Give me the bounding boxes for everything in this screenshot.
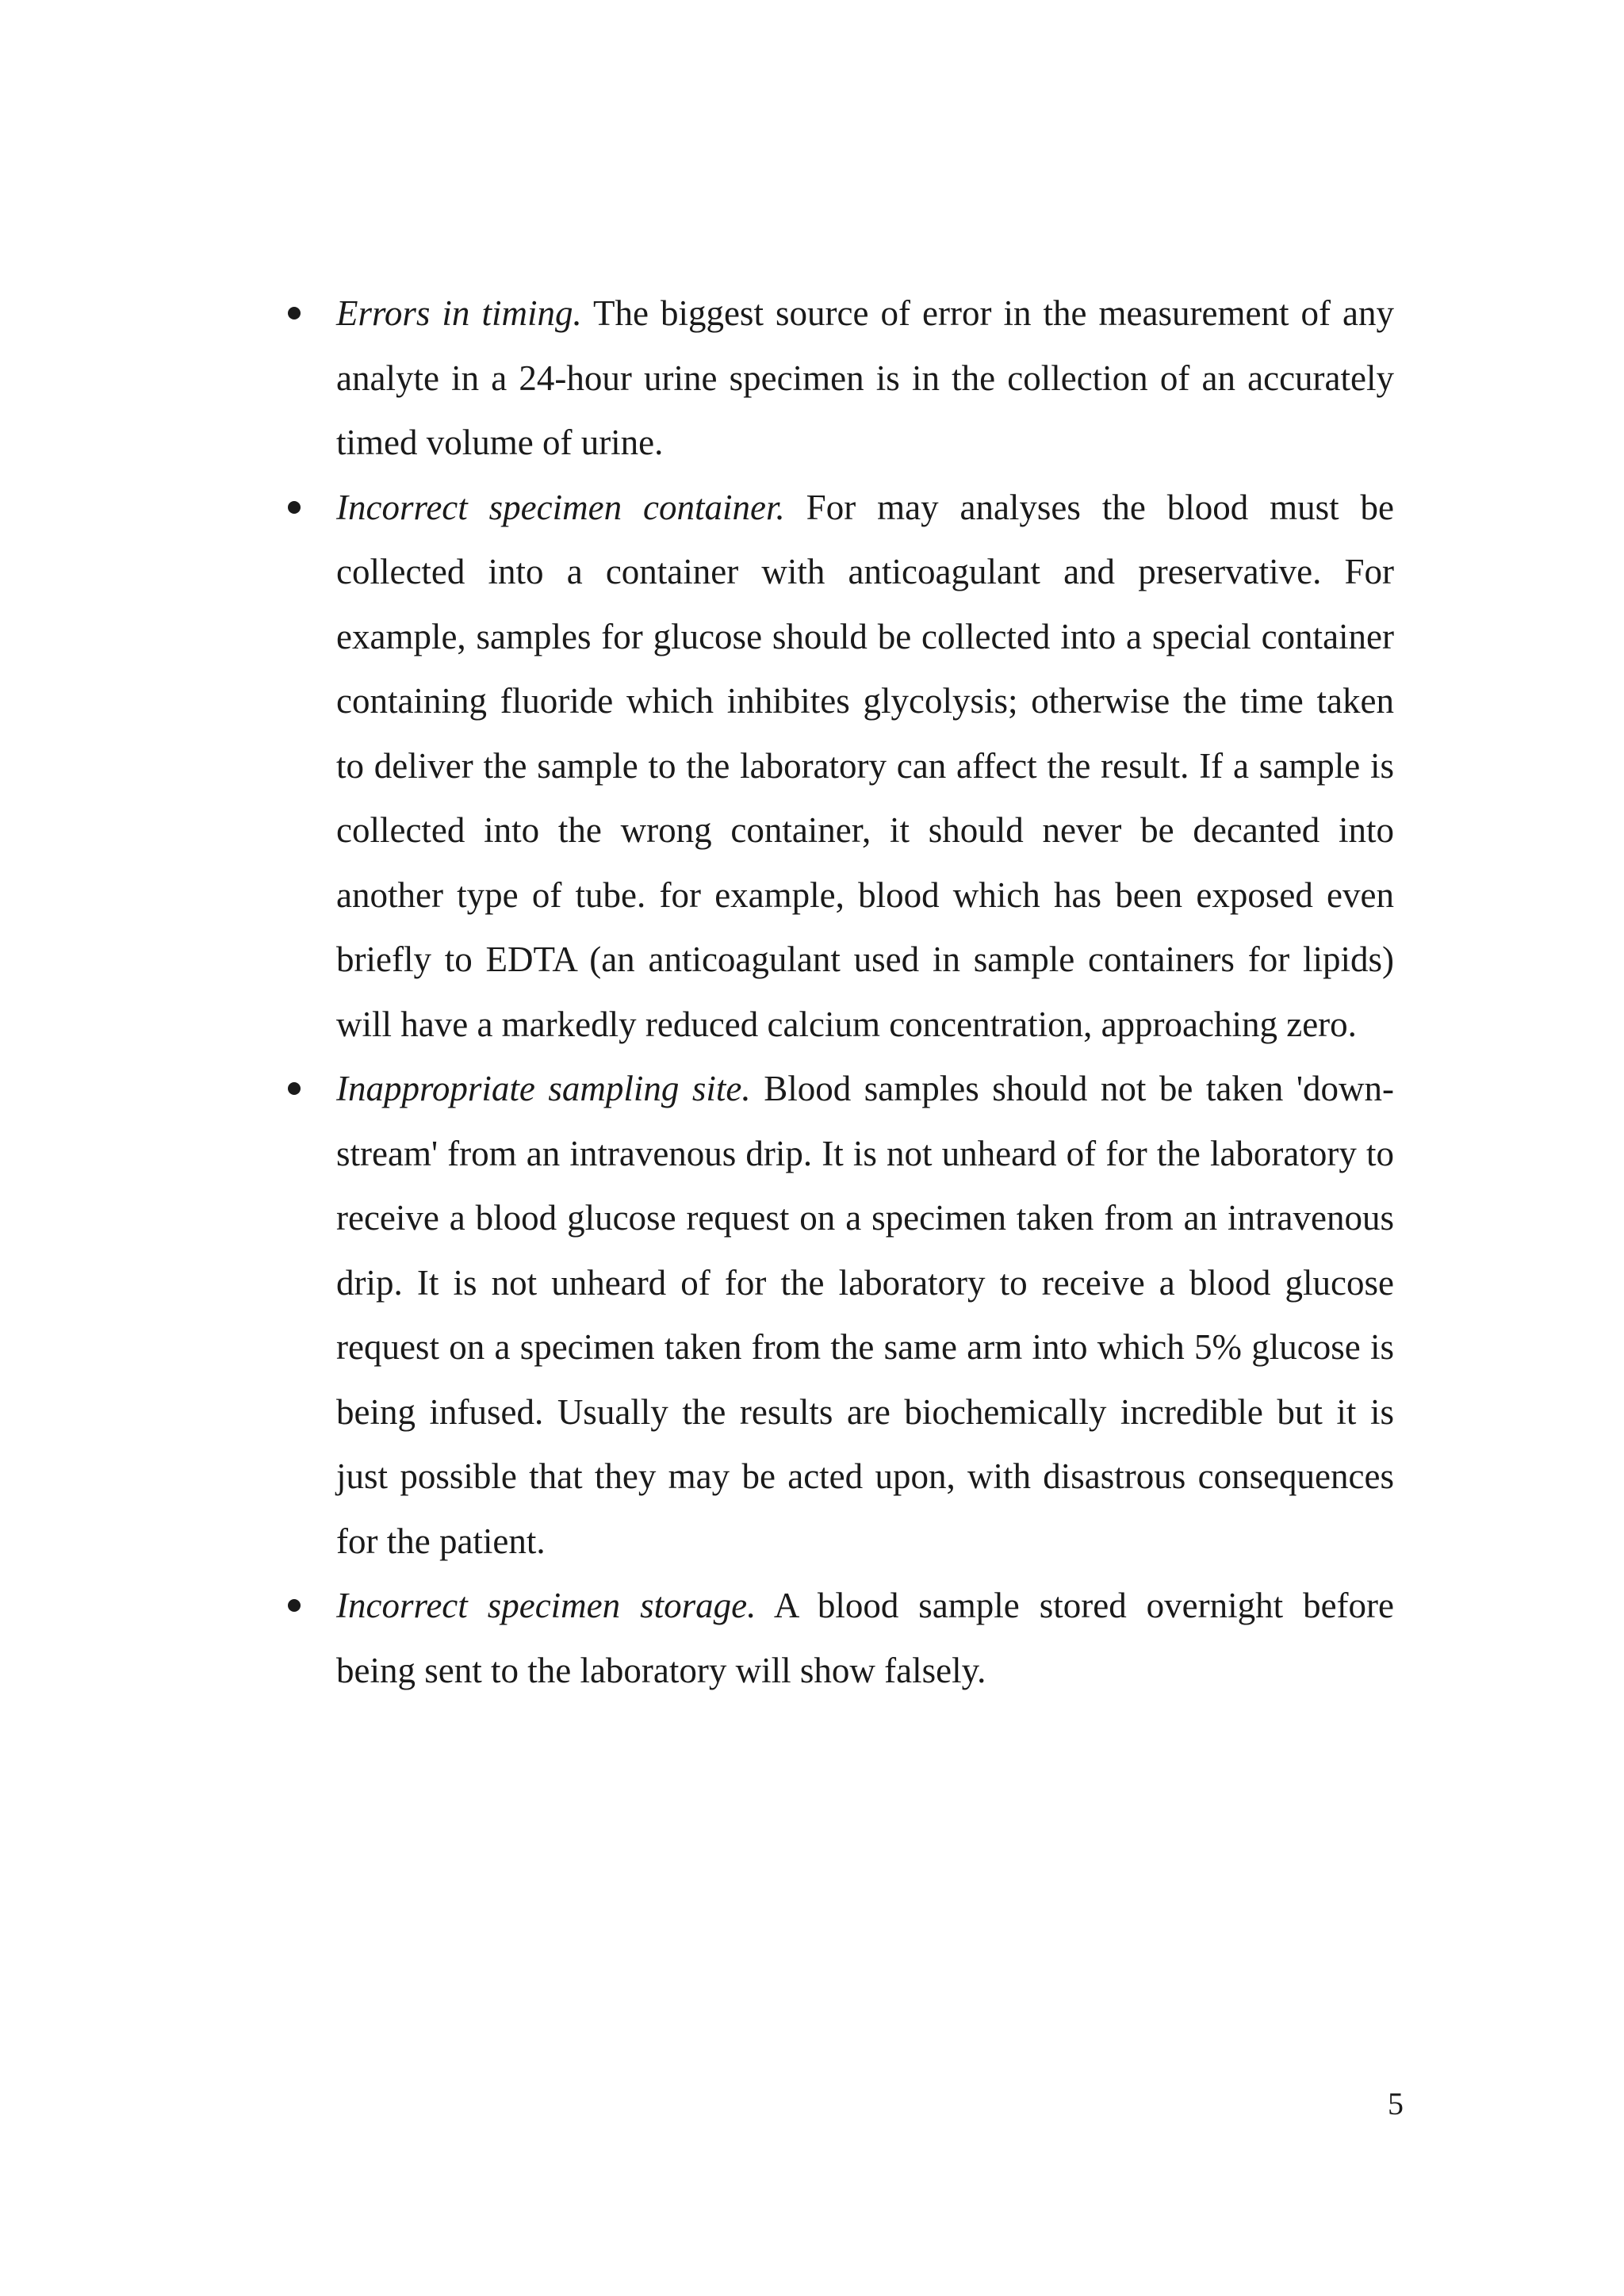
- item-title: Incorrect specimen storage.: [336, 1586, 756, 1625]
- list-item: [284, 1574, 1394, 1703]
- item-text: For may analyses the blood must be collected into a container with anticoagulant and preservative. For example, samples for glucose should be collected into a special container containing fluoride which inhibites glycolysis; otherwise the time taken to deliver the sample to the laboratory can affect the result. If a sample is collected into the wrong container, it should never be decanted into another type of tube. for example, blood which has been exposed even briefly to EDTA (an anticoagulant used in sample containers for lipids) will have a markedly reduced calcium concentration, approaching zero.: [336, 487, 1395, 1044]
- bullet-list: [284, 281, 1394, 1703]
- list-item: [284, 281, 1394, 476]
- bullet-icon: [288, 307, 301, 320]
- list-item: [284, 476, 1394, 1058]
- item-title: Incorrect specimen container.: [336, 487, 785, 527]
- list-item: [284, 1057, 1394, 1574]
- bullet-icon: [288, 1082, 301, 1095]
- item-text: The biggest source of error in the measurement of any analyte in a 24-hour urine specimen is in the collection of an accurately timed volume of urine.: [336, 293, 1394, 462]
- bullet-icon: [288, 501, 301, 514]
- item-text: A blood sample stored overnight before being sent to the laboratory will show falsely.: [336, 1586, 1394, 1690]
- item-title: Inappropriate sampling site.: [336, 1069, 751, 1108]
- page-number: 5: [1388, 2086, 1404, 2122]
- item-text: Blood samples should not be taken 'down-stream' from an intravenous drip. It is not unheard of for the laboratory to receive a blood glucose request on a specimen taken from an intravenous drip. It is not unheard of for the laboratory to receive a blood glucose request on a specimen taken from the same arm into which 5% glucose is being infused. Usually the results are biochemically incredible but it is just possible that they may be acted upon, with disastrous consequences for the patient.: [336, 1069, 1395, 1561]
- item-title: Errors in timing.: [336, 293, 582, 333]
- bullet-icon: [288, 1599, 301, 1612]
